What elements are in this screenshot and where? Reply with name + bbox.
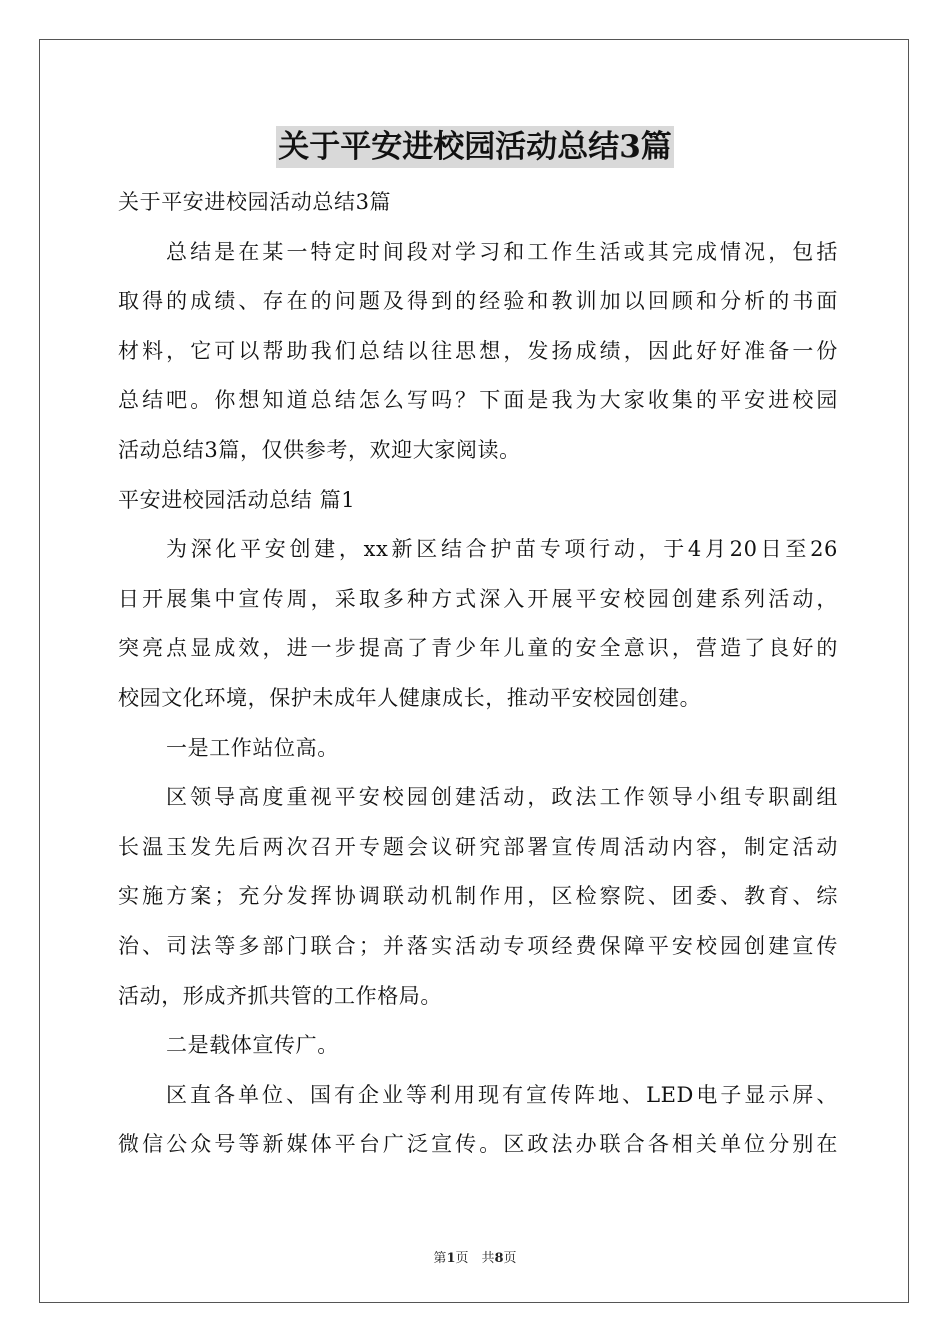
paragraph-line: 日开展集中宣传周，采取多种方式深入开展平安校园创建系列活动，	[118, 586, 838, 611]
paragraph-line: 总结是在某一特定时间段对学习和工作生活或其完成情况，包括	[166, 239, 838, 264]
paragraph-line: 区直各单位、国有企业等利用现有宣传阵地、LED电子显示屏、	[166, 1082, 838, 1107]
paragraph-line: 微信公众号等新媒体平台广泛宣传。区政法办联合各相关单位分别在	[118, 1132, 838, 1157]
section-heading: 平安进校园活动总结 篇1	[118, 487, 356, 512]
page-footer	[0, 1247, 950, 1266]
paragraph-line: 长温玉发先后两次召开专题会议研究部署宣传周活动内容，制定活动	[118, 834, 838, 859]
point-heading: 一是工作站位高。	[166, 735, 339, 760]
paragraph-line: 治、司法等多部门联合；并落实活动专项经费保障平安校园创建宣传	[118, 933, 838, 958]
document-title: 关于平安进校园活动总结3篇	[276, 126, 674, 168]
paragraph-line: 校园文化环境，保护未成年人健康成长，推动平安校园创建。	[118, 685, 702, 710]
paragraph-line: 总结吧。你想知道总结怎么写吗？下面是我为大家收集的平安进校园	[118, 388, 838, 413]
document-body	[118, 178, 838, 1170]
paragraph-line: 区领导高度重视平安校园创建活动，政法工作领导小组专职副组	[166, 785, 838, 810]
paragraph-line: 取得的成绩、存在的问题及得到的经验和教训加以回顾和分析的书面	[118, 289, 838, 314]
point-heading: 二是载体宣传广。	[166, 1033, 339, 1058]
paragraph-line: 为深化平安创建，xx新区结合护苗专项行动，于4月20日至26	[166, 537, 838, 562]
paragraph-line: 突亮点显成效，进一步提高了青少年儿童的安全意识，营造了良好的	[118, 636, 838, 661]
paragraph-line: 活动总结3篇，仅供参考，欢迎大家阅读。	[118, 437, 521, 462]
total-page-number: 8	[494, 1251, 504, 1266]
paragraph-line: 材料，它可以帮助我们总结以往思想，发扬成绩，因此好好准备一份	[118, 338, 838, 363]
page-label-mid: 页 共	[455, 1251, 495, 1266]
subtitle-line: 关于平安进校园活动总结3篇	[118, 190, 392, 214]
page-label-prefix: 第	[433, 1251, 447, 1266]
current-page-number: 1	[446, 1251, 456, 1266]
page-label-suffix: 页	[503, 1251, 517, 1266]
title-container	[0, 126, 950, 168]
paragraph-line: 活动，形成齐抓共管的工作格局。	[118, 983, 442, 1008]
paragraph-line: 实施方案；充分发挥协调联动机制作用，区检察院、团委、教育、综	[118, 884, 838, 909]
